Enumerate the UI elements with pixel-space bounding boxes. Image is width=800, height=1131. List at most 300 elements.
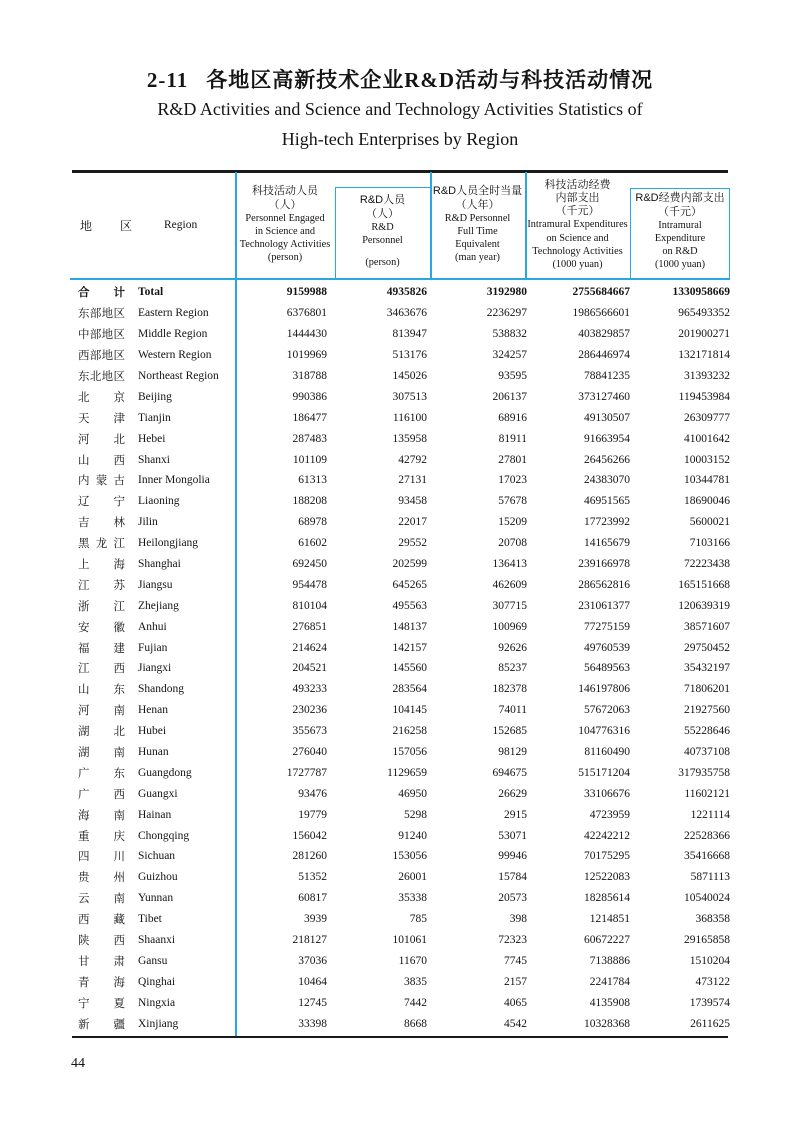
header-line: Equivalent	[455, 239, 500, 251]
value-cell: 7138886	[589, 954, 630, 967]
value-cell: 92626	[498, 641, 527, 654]
table-row	[70, 449, 730, 470]
region-name-zh: 广东	[78, 767, 125, 780]
value-cell: 216258	[392, 725, 427, 738]
value-cell: 5298	[404, 808, 427, 821]
value-cell: 1727787	[286, 766, 327, 779]
statistics-table	[70, 170, 730, 1038]
value-cell: 33106676	[584, 787, 630, 800]
value-cell: 46950	[398, 787, 427, 800]
value-cell: 31393232	[684, 370, 730, 382]
table-body	[70, 282, 730, 1034]
header-line: R&D Personnel	[444, 212, 511, 224]
value-cell: 146197806	[578, 683, 630, 696]
region-name-en: Total	[138, 286, 164, 299]
value-cell: 7442	[404, 996, 427, 1009]
table-row	[70, 512, 730, 533]
region-name-en: Guangxi	[138, 787, 178, 800]
value-cell: 70175295	[584, 850, 630, 863]
region-name-zh: 吉林	[78, 517, 125, 530]
value-cell: 17023	[498, 474, 527, 487]
value-cell: 7103166	[689, 537, 730, 550]
value-cell: 55228646	[684, 725, 730, 738]
header-line: on R&D	[662, 246, 698, 258]
value-cell: 14165679	[584, 537, 630, 550]
value-cell: 18285614	[584, 892, 630, 905]
region-name-zh: 青海	[78, 976, 125, 989]
region-name-en: Eastern Region	[138, 307, 209, 320]
value-cell: 42792	[398, 453, 427, 466]
value-cell: 6376801	[286, 307, 327, 320]
value-cell: 12522083	[584, 871, 630, 884]
header-line: in Science and	[254, 226, 316, 237]
region-name-zh: 中部地区	[78, 329, 125, 342]
value-cell: 276040	[292, 746, 327, 759]
region-name-zh: 上海	[78, 559, 125, 572]
table-row	[70, 533, 730, 554]
value-cell: 493233	[292, 683, 327, 696]
value-cell: 27801	[498, 453, 527, 466]
value-cell: 3835	[404, 975, 427, 988]
table-row	[70, 992, 730, 1013]
value-cell: 8668	[404, 1017, 427, 1030]
value-cell: 1739574	[689, 996, 730, 1009]
value-cell: 5871113	[690, 871, 730, 884]
region-name-zh: 甘肃	[78, 955, 125, 968]
value-cell: 3463676	[386, 307, 427, 320]
value-cell: 231061377	[578, 599, 630, 612]
value-cell: 403829857	[578, 328, 630, 341]
value-cell: 37036	[298, 954, 327, 967]
value-cell: 132171814	[678, 349, 730, 362]
value-cell: 100969	[492, 620, 527, 633]
header-line: on Science and	[546, 232, 609, 244]
value-cell: 398	[509, 913, 527, 926]
value-cell: 91240	[398, 829, 427, 842]
value-cell: 22017	[398, 516, 427, 529]
value-cell: 77275159	[584, 620, 630, 633]
value-cell: 17723992	[584, 516, 630, 529]
column-header-st-expenditure	[525, 172, 630, 278]
region-name-en: Heilongjiang	[138, 537, 199, 550]
value-cell: 41001642	[684, 432, 730, 445]
value-cell: 61602	[298, 537, 327, 550]
region-name-zh: 河南	[78, 705, 125, 718]
value-cell: 204521	[292, 662, 327, 675]
value-cell: 218127	[292, 934, 327, 947]
region-name-zh: 内蒙古	[78, 475, 125, 488]
header-line: （千元）	[658, 205, 702, 218]
region-name-en: Zhejiang	[138, 599, 179, 612]
region-name-en: Tibet	[138, 913, 162, 926]
value-cell: 2755684667	[572, 286, 630, 299]
table-row	[70, 930, 730, 951]
value-cell: 148137	[392, 620, 427, 633]
header-line: （人年）	[455, 198, 500, 211]
value-cell: 230236	[292, 704, 327, 717]
value-cell: 202599	[392, 558, 427, 571]
value-cell: 49130507	[584, 411, 630, 424]
column-header-rd-personnel	[335, 172, 430, 278]
value-cell: 515171204	[578, 766, 630, 779]
table-row	[70, 386, 730, 407]
table-row	[70, 971, 730, 992]
value-cell: 78841235	[584, 370, 630, 382]
value-cell: 9159988	[286, 286, 327, 299]
header-line: （人）	[366, 207, 399, 220]
value-cell: 119453984	[678, 390, 730, 403]
value-cell: 513176	[392, 349, 427, 362]
value-cell: 324257	[492, 349, 527, 362]
value-cell: 51352	[298, 871, 327, 884]
value-cell: 153056	[392, 850, 427, 863]
value-cell: 72323	[498, 934, 527, 947]
region-name-en: Tianjin	[138, 411, 171, 424]
header-line: (person)	[267, 252, 303, 264]
value-cell: 1214851	[589, 913, 630, 926]
value-cell: 15209	[498, 516, 527, 529]
value-cell: 965493352	[678, 307, 730, 320]
region-name-en: Hunan	[138, 746, 169, 759]
region-name-en: Fujian	[138, 641, 168, 654]
column-header-rd-expenditure	[630, 172, 730, 278]
region-name-en: Jilin	[138, 516, 158, 529]
value-cell: 101061	[392, 934, 427, 947]
value-cell: 188208	[292, 495, 327, 508]
table-number: 2-11	[146, 68, 189, 92]
value-cell: 99946	[498, 850, 527, 863]
value-cell: 186477	[292, 411, 327, 424]
header-line: Personnel Engaged	[245, 212, 325, 224]
value-cell: 286446974	[578, 349, 630, 362]
header-line: (man year)	[455, 252, 500, 264]
region-name-en: Shaanxi	[138, 934, 176, 947]
value-cell: 74011	[498, 704, 527, 717]
table-row	[70, 742, 730, 763]
page-number: 44	[71, 1056, 85, 1071]
region-name-zh: 四川	[78, 851, 125, 864]
table-row	[70, 616, 730, 637]
value-cell: 10540024	[684, 892, 730, 905]
value-cell: 21927560	[684, 704, 730, 717]
value-cell: 33398	[298, 1017, 327, 1030]
value-cell: 276851	[292, 620, 327, 633]
region-name-zh: 黑龙江	[78, 538, 125, 551]
region-name-zh: 河北	[78, 433, 125, 446]
value-cell: 120639319	[678, 599, 730, 612]
region-name-en: Henan	[138, 704, 169, 717]
header-line: Personnel	[362, 235, 403, 247]
value-cell: 116100	[392, 411, 427, 424]
table-row	[70, 679, 730, 700]
region-name-en: Xinjiang	[138, 1017, 179, 1030]
value-cell: 473122	[695, 975, 730, 988]
column-header-sci-tech-personnel	[235, 172, 335, 278]
region-name-zh: 重庆	[78, 830, 125, 843]
value-cell: 4135908	[589, 996, 630, 1009]
value-cell: 2157	[504, 975, 527, 988]
value-cell: 15784	[498, 871, 527, 884]
region-name-zh: 合计	[78, 287, 125, 300]
value-cell: 57672063	[584, 704, 630, 717]
value-cell: 145560	[392, 662, 427, 675]
value-cell: 1986566601	[572, 307, 630, 320]
value-cell: 101109	[292, 453, 327, 466]
value-cell: 93458	[398, 495, 427, 508]
value-cell: 26629	[498, 787, 527, 800]
value-cell: 42242212	[584, 829, 630, 842]
value-cell: 785	[409, 913, 427, 926]
region-name-en: Yunnan	[138, 892, 174, 905]
value-cell: 60817	[298, 892, 327, 905]
region-name-zh: 东北地区	[78, 371, 125, 383]
value-cell: 165151668	[678, 578, 730, 591]
region-name-zh: 山西	[78, 454, 125, 467]
region-name-en: Jiangsu	[138, 578, 173, 591]
region-header-en: Region	[164, 219, 198, 231]
value-cell: 35416668	[684, 850, 730, 863]
value-cell: 18690046	[684, 495, 730, 508]
region-name-zh: 江西	[78, 663, 125, 676]
region-name-zh: 新疆	[78, 1018, 125, 1031]
header-line: Technology Activities	[532, 245, 623, 257]
region-name-zh: 山东	[78, 684, 125, 697]
value-cell: 46951565	[584, 495, 630, 508]
header-line: R&D人员全时当量	[432, 185, 523, 198]
value-cell: 201900271	[678, 328, 730, 341]
value-cell: 157056	[392, 746, 427, 759]
header-line: Intramural	[658, 219, 702, 231]
page-title-en-line2: High-tech Enterprises by Region	[281, 129, 519, 149]
region-name-en: Hainan	[138, 808, 172, 821]
table-row	[70, 637, 730, 658]
table-row	[70, 1013, 730, 1034]
table-title-chinese: 各地区高新技术企业R&D活动与科技活动情况	[206, 68, 654, 92]
table-row	[70, 345, 730, 366]
table-row	[70, 658, 730, 679]
value-cell: 60672227	[584, 934, 630, 947]
region-name-en: Guizhou	[138, 871, 178, 884]
value-cell: 287483	[292, 432, 327, 445]
value-cell: 85237	[498, 662, 527, 675]
header-line: R&D经费内部支出	[635, 192, 725, 205]
value-cell: 373127460	[578, 390, 630, 403]
header-line: (person)	[365, 257, 400, 269]
value-cell: 11670	[398, 954, 427, 967]
value-cell: 10328368	[584, 1017, 630, 1030]
region-name-zh: 东部地区	[78, 308, 125, 321]
table-row	[70, 783, 730, 804]
value-cell: 20573	[498, 892, 527, 905]
value-cell: 4065	[504, 996, 527, 1009]
value-cell: 2915	[504, 808, 527, 821]
header-line: （人）	[268, 198, 302, 211]
table-row	[70, 282, 730, 303]
value-cell: 990386	[292, 390, 327, 403]
value-cell: 1129659	[387, 766, 427, 779]
value-cell: 26456266	[584, 453, 630, 466]
value-cell: 81160490	[584, 746, 630, 759]
value-cell: 98129	[498, 746, 527, 759]
value-cell: 29165858	[684, 934, 730, 947]
value-cell: 104776316	[578, 725, 630, 738]
table-row	[70, 574, 730, 595]
table-row	[70, 867, 730, 888]
value-cell: 1221114	[690, 808, 730, 821]
table-row	[70, 491, 730, 512]
value-cell: 368358	[695, 913, 730, 926]
value-cell: 35338	[398, 892, 427, 905]
value-cell: 53071	[498, 829, 527, 842]
value-cell: 136413	[492, 558, 527, 571]
value-cell: 145026	[392, 370, 427, 382]
value-cell: 38571607	[684, 620, 730, 633]
value-cell: 12745	[298, 996, 327, 1009]
region-name-en: Inner Mongolia	[138, 474, 210, 487]
header-line: (1000 yuan)	[654, 259, 706, 271]
value-cell: 355673	[292, 725, 327, 738]
value-cell: 1330958669	[672, 286, 730, 299]
region-name-zh: 安徽	[78, 621, 125, 634]
table-row	[70, 825, 730, 846]
region-name-zh: 辽宁	[78, 496, 125, 509]
region-name-en: Gansu	[138, 954, 168, 967]
value-cell: 954478	[292, 578, 327, 591]
value-cell: 72223438	[684, 558, 730, 571]
value-cell: 318788	[292, 370, 327, 382]
value-cell: 93595	[498, 370, 527, 382]
table-row	[70, 909, 730, 930]
region-name-zh: 福建	[78, 642, 125, 655]
value-cell: 2241784	[589, 975, 630, 988]
table-row	[70, 951, 730, 972]
region-name-zh: 西部地区	[78, 350, 125, 363]
table-row	[70, 407, 730, 428]
value-cell: 57678	[498, 495, 527, 508]
table-row	[70, 303, 730, 324]
table-row	[70, 846, 730, 867]
region-name-en: Qinghai	[138, 975, 176, 988]
value-cell: 239166978	[578, 558, 630, 571]
value-cell: 317935758	[678, 766, 730, 779]
value-cell: 7745	[504, 954, 527, 967]
value-cell: 104145	[392, 704, 427, 717]
value-cell: 68978	[298, 516, 327, 529]
value-cell: 495563	[392, 599, 427, 612]
region-name-en: Northeast Region	[138, 370, 219, 382]
value-cell: 68916	[498, 411, 527, 424]
value-cell: 56489563	[584, 662, 630, 675]
value-cell: 3192980	[486, 286, 527, 299]
header-line: R&D	[371, 221, 394, 233]
value-cell: 810104	[292, 599, 327, 612]
region-name-en: Chongqing	[138, 829, 190, 842]
header-line: （千元）	[555, 205, 600, 218]
value-cell: 462609	[492, 578, 527, 591]
value-cell: 61313	[298, 474, 327, 487]
value-cell: 2236297	[486, 307, 527, 320]
region-name-en: Jiangxi	[138, 662, 172, 675]
value-cell: 27131	[398, 474, 427, 487]
region-name-zh: 陕西	[78, 935, 125, 948]
value-cell: 10003152	[684, 453, 730, 466]
value-cell: 5600021	[689, 516, 730, 529]
table-row	[70, 324, 730, 345]
value-cell: 182378	[492, 683, 527, 696]
region-name-zh: 江苏	[78, 579, 125, 592]
table-row	[70, 595, 730, 616]
region-name-zh: 贵州	[78, 872, 125, 885]
header-line: Full Time	[457, 226, 498, 237]
value-cell: 26309777	[684, 411, 730, 424]
table-row	[70, 721, 730, 742]
region-name-en: Ningxia	[138, 996, 176, 1009]
region-name-zh: 湖南	[78, 747, 125, 760]
header-line: 科技活动人员	[252, 185, 318, 198]
region-name-zh: 西藏	[78, 914, 125, 927]
value-cell: 29750452	[684, 641, 730, 654]
region-name-zh: 宁夏	[78, 997, 125, 1010]
value-cell: 286562816	[578, 578, 630, 591]
value-cell: 152685	[492, 725, 527, 738]
value-cell: 20708	[498, 537, 527, 550]
value-cell: 19779	[298, 808, 327, 821]
page-title-zh	[0, 64, 800, 94]
value-cell: 142157	[392, 641, 427, 654]
table-bottom-rule	[72, 1036, 728, 1039]
region-name-zh: 海南	[78, 809, 125, 822]
table-row	[70, 804, 730, 825]
region-name-en: Western Region	[138, 349, 212, 362]
value-cell: 93476	[298, 787, 327, 800]
region-name-zh: 湖北	[78, 726, 125, 739]
value-cell: 813947	[392, 328, 427, 341]
value-cell: 307513	[392, 390, 427, 403]
value-cell: 91663954	[584, 432, 630, 445]
value-cell: 2611625	[690, 1017, 730, 1030]
value-cell: 40737108	[684, 746, 730, 759]
region-name-en: Anhui	[138, 620, 167, 633]
value-cell: 22528366	[684, 829, 730, 842]
table-row	[70, 470, 730, 491]
table-row	[70, 366, 730, 387]
value-cell: 694675	[492, 766, 527, 779]
value-cell: 71806201	[684, 683, 730, 696]
page-title-en-line1: R&D Activities and Science and Technology Activities Statistics of	[157, 99, 643, 119]
region-name-en: Shanghai	[138, 558, 181, 571]
region-name-zh: 浙江	[78, 600, 125, 613]
header-line: R&D人员	[359, 194, 406, 207]
region-name-en: Hubei	[138, 725, 167, 738]
region-name-en: Hebei	[138, 432, 166, 445]
table-row	[70, 554, 730, 575]
region-header-zh: 地区	[80, 218, 132, 233]
value-cell: 29552	[398, 537, 427, 550]
header-line: 科技活动经费	[544, 178, 611, 191]
header-line: Intramural Expenditures	[527, 219, 628, 231]
column-header-rd-personnel-fte	[430, 172, 525, 278]
region-column-header	[70, 172, 235, 278]
table-row	[70, 888, 730, 909]
value-cell: 1019969	[286, 349, 327, 362]
value-cell: 81911	[498, 432, 527, 445]
value-cell: 35432197	[684, 662, 730, 675]
value-cell: 645265	[392, 578, 427, 591]
region-name-zh: 云南	[78, 893, 125, 906]
value-cell: 10464	[298, 975, 327, 988]
value-cell: 206137	[492, 390, 527, 403]
value-cell: 692450	[292, 558, 327, 571]
